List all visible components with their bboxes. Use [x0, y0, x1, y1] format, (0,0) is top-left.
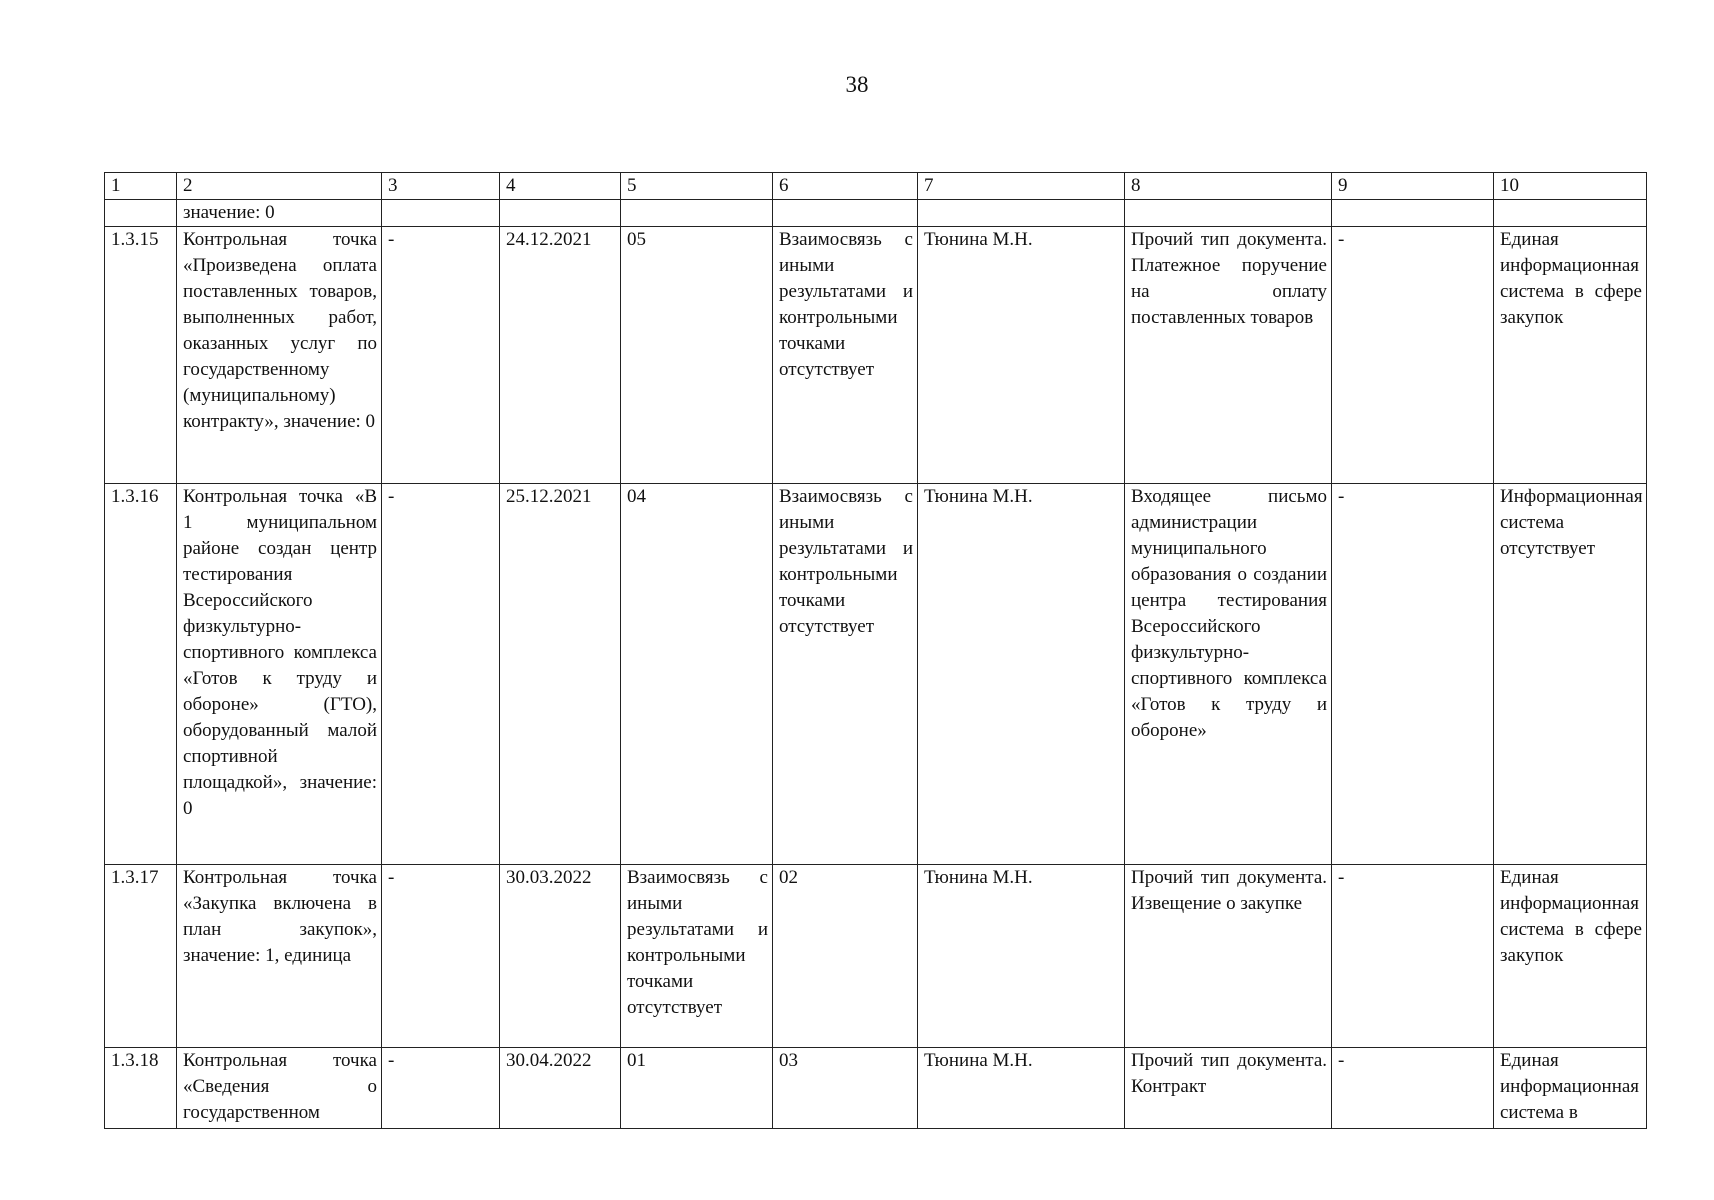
page-number: 38	[845, 72, 869, 97]
column-header: 9	[1332, 173, 1494, 200]
document-type: Входящее письмо администрации муниципального образования о создании центра тестирования Всероссийского физкультурно-спортивного комплекса «Готов к труду и обороне»	[1125, 484, 1332, 865]
due-date: 30.04.2022	[500, 1048, 621, 1129]
cell-col9: -	[1332, 484, 1494, 865]
cell-col5: 01	[621, 1048, 773, 1129]
column-number-row	[105, 173, 1647, 200]
row-number: 1.3.16	[105, 484, 177, 865]
continuation-text: значение: 0	[177, 200, 382, 227]
row-number: 1.3.15	[105, 227, 177, 484]
information-system: Единая информационная система в сфере закупок	[1494, 227, 1647, 484]
document-type: Прочий тип документа. Извещение о закупке	[1125, 865, 1332, 1048]
cell-col3: -	[382, 227, 500, 484]
responsible-person: Тюнина М.Н.	[918, 865, 1125, 1048]
information-system: Единая информационная система в	[1494, 1048, 1647, 1129]
cell-col3: -	[382, 1048, 500, 1129]
cell-col3: -	[382, 865, 500, 1048]
information-system: Единая информационная система в сфере закупок	[1494, 865, 1647, 1048]
cell-col3: -	[382, 484, 500, 865]
cell-col9: -	[1332, 227, 1494, 484]
control-point-name: Контрольная точка «Закупка включена в план закупок», значение: 1, единица	[177, 865, 382, 1048]
continuation-row	[105, 200, 1647, 227]
due-date: 24.12.2021	[500, 227, 621, 484]
cell-col6: 02	[773, 865, 918, 1048]
column-header: 8	[1125, 173, 1332, 200]
cell-col5: 05	[621, 227, 773, 484]
responsible-person: Тюнина М.Н.	[918, 1048, 1125, 1129]
cell-col5: Взаимосвязь с иными результатами и контрольными точками отсутствует	[621, 865, 773, 1048]
cell-col9: -	[1332, 865, 1494, 1048]
table-row	[105, 227, 1647, 484]
control-point-name: Контрольная точка «Сведения о государственном	[177, 1048, 382, 1129]
information-system: Информационная система отсутствует	[1494, 484, 1647, 865]
responsible-person: Тюнина М.Н.	[918, 227, 1125, 484]
column-header: 1	[105, 173, 177, 200]
cell-col6: 03	[773, 1048, 918, 1129]
table-row	[105, 1048, 1647, 1129]
column-header: 2	[177, 173, 382, 200]
column-header: 10	[1494, 173, 1647, 200]
control-point-name: Контрольная точка «В 1 муниципальном районе создан центр тестирования Всероссийского физкультурно-спортивного комплекса «Готов к труду и обороне» (ГТО), оборудованный малой спортивной площадкой», значение: 0	[177, 484, 382, 865]
column-header: 3	[382, 173, 500, 200]
responsible-person: Тюнина М.Н.	[918, 484, 1125, 865]
due-date: 25.12.2021	[500, 484, 621, 865]
document-type: Прочий тип документа. Контракт	[1125, 1048, 1332, 1129]
table-row	[105, 484, 1647, 865]
cell-col6: Взаимосвязь с иными результатами и контрольными точками отсутствует	[773, 227, 918, 484]
due-date: 30.03.2022	[500, 865, 621, 1048]
column-header: 7	[918, 173, 1125, 200]
cell-col9: -	[1332, 1048, 1494, 1129]
row-number: 1.3.18	[105, 1048, 177, 1129]
column-header: 5	[621, 173, 773, 200]
control-point-name: Контрольная точка «Произведена оплата поставленных товаров, выполненных работ, оказанных услуг по государственному (муниципальному) контракту», значение: 0	[177, 227, 382, 484]
row-number: 1.3.17	[105, 865, 177, 1048]
cell-col5: 04	[621, 484, 773, 865]
cell-col6: Взаимосвязь с иными результатами и контрольными точками отсутствует	[773, 484, 918, 865]
document-type: Прочий тип документа. Платежное поручение на оплату поставленных товаров	[1125, 227, 1332, 484]
column-header: 6	[773, 173, 918, 200]
control-points-table	[104, 172, 1647, 1129]
table-row	[105, 865, 1647, 1048]
column-header: 4	[500, 173, 621, 200]
